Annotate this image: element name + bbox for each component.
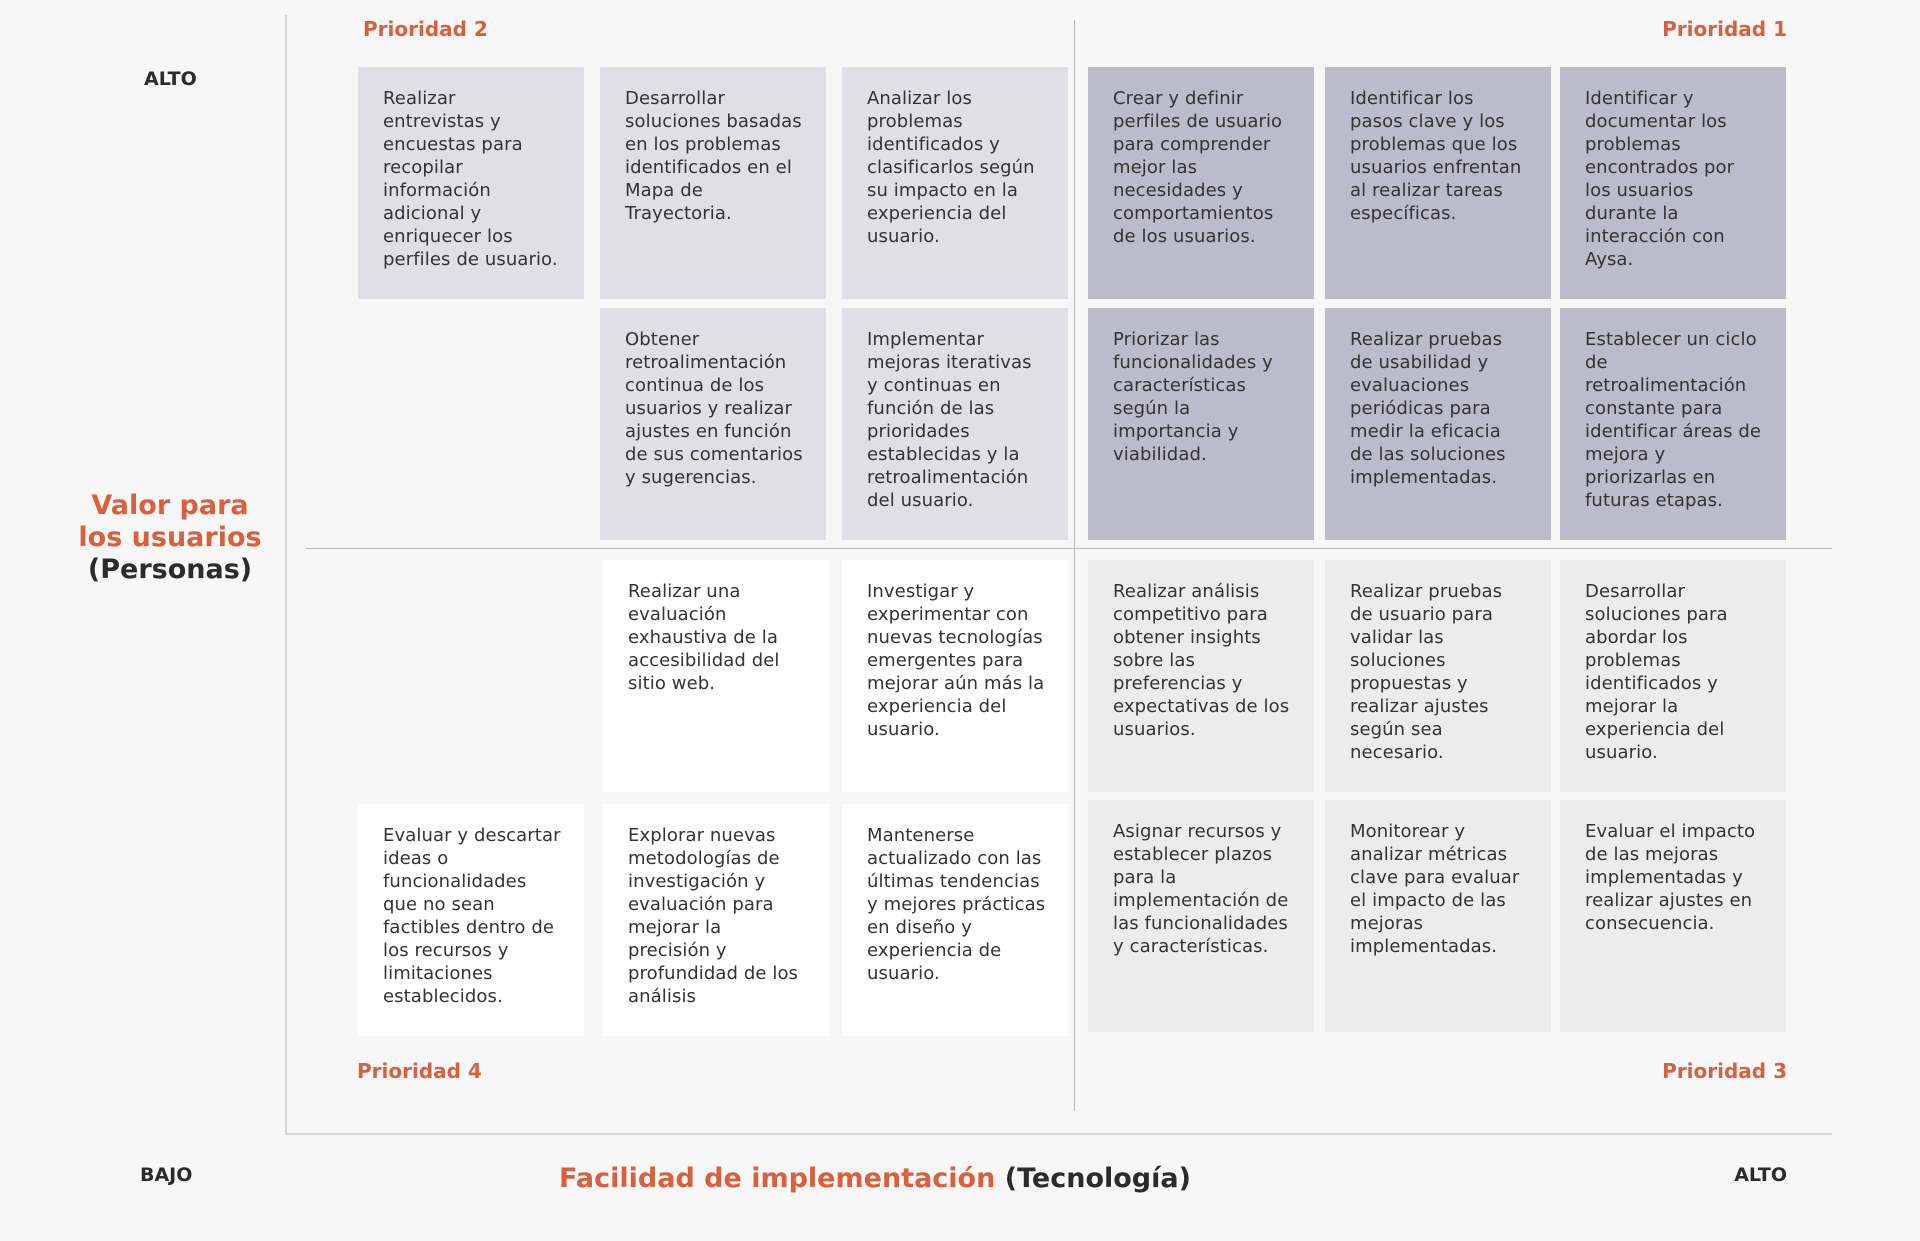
x-axis-title-main: Facilidad de implementación: [559, 1163, 996, 1194]
x-axis-title: [550, 1162, 1200, 1196]
priority-2-card: Realizar entrevistas y encuestas para recopilar información adicional y enriquecer los perfiles de usuario.: [358, 67, 584, 299]
priority-2-label: Prioridad 2: [363, 17, 488, 41]
y-axis-title-line2: los usuarios: [78, 522, 262, 553]
y-axis-high-label: ALTO: [144, 68, 197, 90]
x-axis-title-paren: (Tecnología): [1004, 1163, 1191, 1194]
y-axis-title: [60, 490, 280, 586]
priority-2-card: Implementar mejoras iterativas y continuas en función de las prioridades establecidas y la retroalimentación del usuario.: [842, 308, 1068, 540]
quadrant-divider-horizontal: [306, 548, 1832, 549]
priority-3-card: Evaluar el impacto de las mejoras implementadas y realizar ajustes en consecuencia.: [1560, 800, 1786, 1032]
priority-2-card: Analizar los problemas identificados y clasificarlos según su impacto en la experiencia del usuario.: [842, 67, 1068, 299]
priority-1-card: Identificar y documentar los problemas encontrados por los usuarios durante la interacción con Aysa.: [1560, 67, 1786, 299]
priority-3-card: Realizar pruebas de usuario para validar las soluciones propuestas y realizar ajustes según sea necesario.: [1325, 560, 1551, 792]
priority-4-card: Investigar y experimentar con nuevas tecnologías emergentes para mejorar aún más la experiencia del usuario.: [842, 560, 1068, 792]
priority-1-label: Prioridad 1: [1662, 17, 1787, 41]
priority-3-card: Monitorear y analizar métricas clave para evaluar el impacto de las mejoras implementadas.: [1325, 800, 1551, 1032]
priority-4-label: Prioridad 4: [357, 1059, 482, 1083]
priority-4-card: Mantenerse actualizado con las últimas tendencias y mejores prácticas en diseño y experiencia de usuario.: [842, 804, 1068, 1036]
y-axis-line: [285, 15, 287, 1135]
priority-3-card: Desarrollar soluciones para abordar los problemas identificados y mejorar la experiencia del usuario.: [1560, 560, 1786, 792]
priority-1-card: Priorizar las funcionalidades y características según la importancia y viabilidad.: [1088, 308, 1314, 540]
priority-2-card: Desarrollar soluciones basadas en los problemas identificados en el Mapa de Trayectoria.: [600, 67, 826, 299]
priority-1-card: Establecer un ciclo de retroalimentación constante para identificar áreas de mejora y priorizarlas en futuras etapas.: [1560, 308, 1786, 540]
priority-1-card: Realizar pruebas de usabilidad y evaluaciones periódicas para medir la eficacia de las soluciones implementadas.: [1325, 308, 1551, 540]
priority-4-card: Explorar nuevas metodologías de investigación y evaluación para mejorar la precisión y profundidad de los análisis: [603, 804, 829, 1036]
priority-4-card: Evaluar y descartar ideas o funcionalidades que no sean factibles dentro de los recursos y limitaciones establecidos.: [358, 804, 584, 1036]
y-axis-title-line1: Valor para: [91, 490, 249, 521]
priority-4-card: Realizar una evaluación exhaustiva de la accesibilidad del sitio web.: [603, 560, 829, 792]
priority-1-card: Crear y definir perfiles de usuario para comprender mejor las necesidades y comportamientos de los usuarios.: [1088, 67, 1314, 299]
priority-2-card: Obtener retroalimentación continua de los usuarios y realizar ajustes en función de sus comentarios y sugerencias.: [600, 308, 826, 540]
x-axis-line: [285, 1133, 1832, 1135]
priority-3-label: Prioridad 3: [1662, 1059, 1787, 1083]
y-axis-title-paren: (Personas): [87, 554, 253, 585]
quadrant-divider-vertical: [1074, 20, 1075, 1111]
x-axis-high-label: ALTO: [1734, 1164, 1787, 1186]
priority-1-card: Identificar los pasos clave y los problemas que los usuarios enfrentan al realizar tareas específicas.: [1325, 67, 1551, 299]
priority-3-card: Realizar análisis competitivo para obtener insights sobre las preferencias y expectativas de los usuarios.: [1088, 560, 1314, 792]
priority-3-card: Asignar recursos y establecer plazos para la implementación de las funcionalidades y características.: [1088, 800, 1314, 1032]
x-axis-low-label: BAJO: [140, 1164, 193, 1186]
